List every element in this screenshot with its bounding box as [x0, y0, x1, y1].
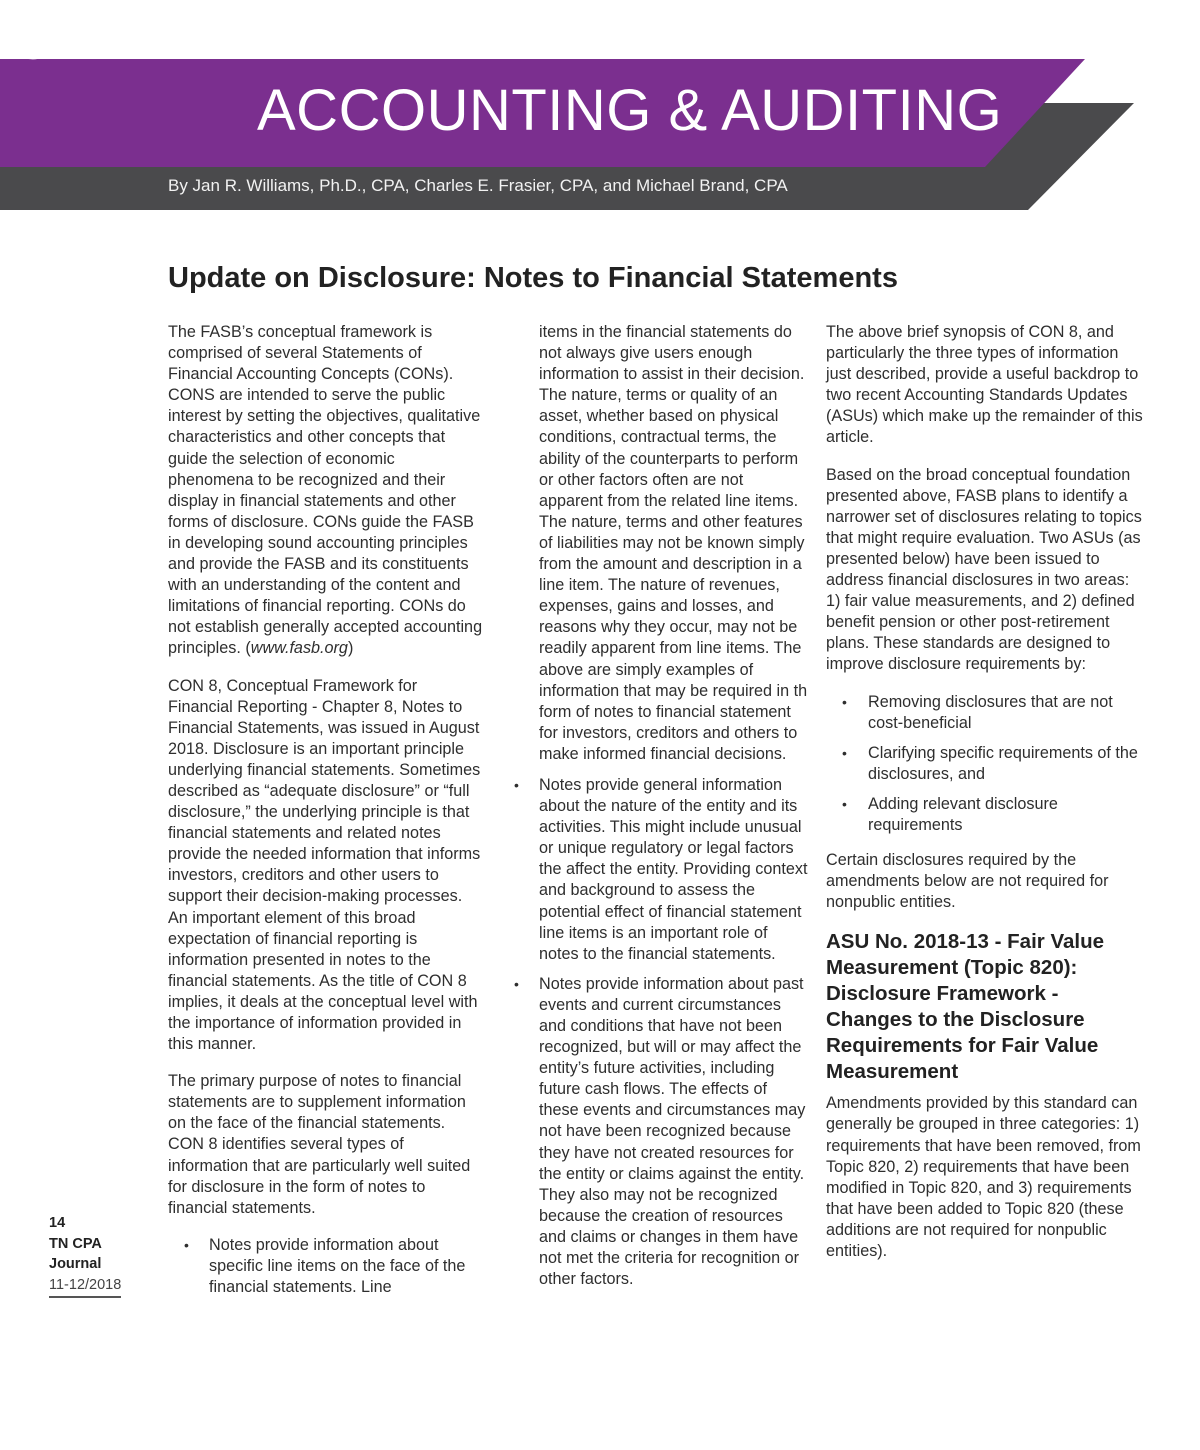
bullet-icon: • [514, 975, 519, 992]
article-column-3 [826, 322, 1146, 1278]
list-item-text: Notes provide information about specific line items on the face of the financial statements. Line [209, 1235, 466, 1297]
bullet-icon: • [184, 1236, 189, 1253]
list-item-text: Notes provide general information about the nature of the entity and its activities. This might include unusual or unique regulatory or legal factors the affect the entity. Providing context and background to assess the potential effect of financial statement line items is an important role of notes to the financial statements. [539, 775, 808, 963]
paragraph: Amendments provided by this standard can generally be grouped in three categories: 1) requirements that have been removed, from Topic 820, 2) requirements that have been modified in Topic 820, and 3) requirements that have been added to Topic 820 (these additions are not required for nonpublic entities). [826, 1094, 1141, 1260]
publication-name: TN CPA Journal [49, 1235, 102, 1272]
list-item [514, 775, 810, 965]
bullet-icon: • [842, 693, 847, 710]
issue-date: 11-12/2018 [49, 1275, 121, 1299]
page-folio [49, 1213, 129, 1298]
paragraph: CON 8, Conceptual Framework for Financial Reporting - Chapter 8, Notes to Financial Statements, was issued in August 2018. Disclosure is an important principle underlying financial statements. Sometimes described as “adequate disclosure” or “full disclosure,” the underlying principle is that financial statements and related notes provide the needed information that informs investors, creditors and other users to support their decision-making processes. An important element of this broad expectation of financial reporting is information presented in notes to the financial statements. As the title of CON 8 implies, it deals at the conceptual level with the importance of information provided in this manner. [168, 676, 481, 1054]
list-item [826, 692, 1146, 734]
dollar-cycle-icon [0, 0, 68, 68]
bullet-list [168, 1235, 484, 1298]
list-item-text: Removing disclosures that are not cost-beneficial [868, 692, 1113, 732]
bullet-icon: • [842, 744, 847, 761]
paragraph [168, 322, 484, 660]
bullet-list [826, 692, 1146, 837]
paragraph-text: ) [347, 639, 354, 658]
list-item [826, 794, 1146, 836]
paragraph: The above brief synopsis of CON 8, and particularly the three types of information just described, provide a useful backdrop to two recent Accounting Standards Updates (ASUs) which make up the remainder of this article. [826, 323, 1143, 447]
paragraph-text: The FASB’s conceptual framework is comprised of several Statements of Financial Accounting Concepts (CONs). CONS are intended to serve the public interest by setting the objectives, qualitative characteristics and other concepts that guide the selection of economic phenomena to be recognized and their display in financial statements and other forms of disclosure. CONs guide the FASB in developing sound accounting principles and provide the FASB and its constituents with an understanding of the content and limitations of financial reporting. CONs do not establish generally accepted accounting principles. ( [168, 323, 483, 658]
bullet-icon: • [514, 776, 519, 793]
header-banner [0, 0, 1200, 215]
section-subheading: ASU No. 2018-13 - Fair Value Measurement (Topic 820): Disclosure Framework - Changes to the Disclosure Requirements for Fair Value Measurement [826, 930, 1105, 1084]
svg-text:$: $ [25, 20, 43, 53]
list-item [168, 1235, 484, 1298]
list-item-text: Adding relevant disclosure requirements [868, 794, 1058, 834]
article-title: Update on Disclosure: Notes to Financial Statements [168, 262, 898, 294]
section-title: ACCOUNTING & AUDITING [257, 78, 1003, 143]
paragraph: Certain disclosures required by the amendments below are not required for nonpublic entities. [826, 851, 1109, 912]
page-number: 14 [49, 1215, 66, 1231]
paragraph: The primary purpose of notes to financial statements are to supplement information on the face of the financial statements. CON 8 identifies several types of information that are particularly well suited for disclosure in the form of notes to financial statements. [168, 1072, 471, 1217]
bullet-list [514, 775, 810, 1290]
list-item-text: Clarifying specific requirements of the disclosures, and [868, 743, 1138, 783]
byline: By Jan R. Williams, Ph.D., CPA, Charles E. Frasier, CPA, and Michael Brand, CPA [168, 176, 788, 195]
list-item [826, 743, 1146, 785]
paragraph: items in the financial statements do not always give users enough information to assist in their decision. The nature, terms or quality of an asset, whether based on physical conditions, contractual terms, the ability of the counterparts to perform or other factors often are not apparent from the related line items. The nature, terms and other features of liabilities may not be known simply from the amount and description in a line item. The nature of revenues, expenses, gains and losses, and reasons why they occur, may not be readily apparent from line items. The above are simply examples of information that may be required in th form of notes to financial statement for investors, creditors and others to make informed financial decisions. [539, 323, 808, 763]
fasb-link[interactable]: www.fasb.org [250, 639, 348, 658]
article-column-2 [514, 322, 810, 1304]
article-column-1 [168, 322, 484, 1312]
list-item [514, 974, 810, 1290]
paragraph: Based on the broad conceptual foundation presented above, FASB plans to identify a narrower set of disclosures relating to topics that might require evaluation. Two ASUs (as presented below) have been issued to address financial disclosures in two areas: 1) fair value measurements, and 2) defined benefit pension or other post-retirement plans. These standards are designed to improve disclosure requirements by: [826, 465, 1142, 674]
bullet-icon: • [842, 795, 847, 812]
list-item-text: Notes provide information about past events and current circumstances and conditions that have not been recognized, but will or may affect the entity’s future activities, including future cash flows. The effects of these events and circumstances may not have been recognized because they have not created resources for the entity or claims against the entity. They also may not be recognized because the creation of resources and claims or changes in them have not met the criteria for recognition or other factors. [539, 974, 806, 1289]
